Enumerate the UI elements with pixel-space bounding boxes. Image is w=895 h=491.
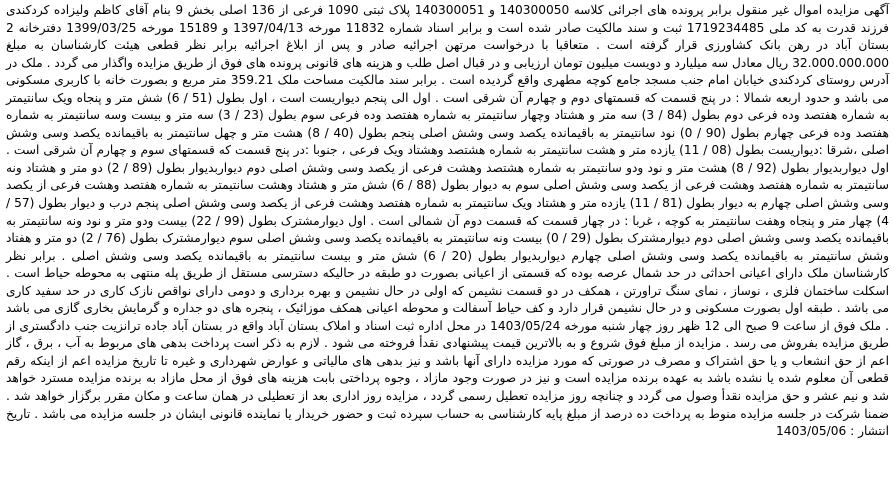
- notice-body-text: آگهی مزایده اموال غیر منقول برابر پرونده های اجرائی کلاسه 140300050 و 140300051 پلاک ثبتی 1090 فرعی از 136 اصلی بخش 9 بنام آقای کاظم ولیزاده کردکندی فرزند قدرت به کد ملی 1719234485 ثبت و سند مالکیت صادر شده است و برابر اسناد شماره 11832 مورخه 1397/04/13 و 15189 مورخه 1399/03/25 دفترخانه 2 بستان آباد در رهن بانک کشاورزی قرار گرفته است . متعاقبا با درخواست مرتهن اجرائیه صادر و پس از ابلاغ اجرائیه برابر نظر قطعی هیئت کارشناسان به مبلغ 32.000.000.000 ریال معادل سه میلیارد و دویست میلیون تومان ارزیابی و در قبال اصل طلب و هزینه های قانونی پرونده های فوق از طریق مزایده واگذار می گردد . ملک در آدرس روستای کردکندی خیابان امام جنب مسجد جامع کوچه مطهری واقع گردیده است . برابر سند مالکیت مساحت ملک 359.21 متر مربع و بصورت خانه با کاربری مسکونی می باشد و حدود اربعه شمالا : در پنج قسمت که قسمتهای دوم و چهارم آن شرقی است . اول الی پنجم دیواریست است ، اول بطول (51 / 6) شش متر و پنجاه ویک سانتیمتر به شماره هفتصد وده فرعی دوم بطول (84 / 3) سه متر و هشتاد وچهار سانتیمتر به شماره هفتصد وده فرعی سوم بطول (23 / 3) سه متر و بیست وسه سانتیمتر به شماره هفتصد وده فرعی چهارم بطول (90 / 0) نود سانتیمتر به باقیمانده یکصد وسی وشش اصلی پنجم بطول (40 / 8) هشت متر و چهل سانتیمتر به باقیمانده یکصد وسی وشش اصلی ،شرقا :دیواریست بطول (08 / 11) یازده متر و هشت سانتیمتر به شماره هشتصد وهشتاد ویک فرعی ، جنوبا :در پنج قسمت که قسمتهای سوم و چهارم آن شرقی است . اول دیواربدیوار بطول (92 / 8) هشت متر و نود ودو سانتیمتر به شماره هشتصد وهشت فرعی از یکصد وسی وشش اصلی دوم دیواربدیوار بطول (89 / 2) دو متر و هشتاد ونه سانتیمتر به شماره هفتصد وهشت فرعی از یکصد وسی وشش اصلی سوم به دیوار بطول (88 / 6) شش متر و هشتاد وهشت سانتیمتر به شماره هفتصد وهشت فرعی از یکصد وسی وشش اصلی چهارم به دیوار بطول (81 / 11) یازده متر و هشتاد ویک سانتیمتر به شماره هفتصد وهشت فرعی از یکصد وسی وشش اصلی پنجم درب و دیوار بطول (57 / 4) چهار متر و پنجاه وهفت سانتیمتر به کوچه ، غربا : در چهار قسمت که قسمت دوم آن شمالی است . اول دیوارمشترک بطول (99 / 22) بیست ودو متر و نود ونه سانتیمتر به باقیمانده یکصد وسی وشش اصلی دوم دیوارمشترک بطول (29 / 0) بیست ونه سانتیمتر به باقیمانده یکصد وسی وشش اصلی سوم دیوارمشترک بطول (76 / 2) دو متر و هفتاد وشش سانتیمتر به باقیمانده یکصد وسی وشش اصلی چهارم دیواربدیوار بطول (20 / 6) شش متر و بیست سانتیمتر به باقیمانده یکصد وسی وشش اصلی . برابر نظر کارشناسان ملک دارای اعیانی احداثی در حد شمال عرصه بوده که قسمتی از اعیانی بصورت دو طبقه در حالیکه دسترسی مستقل از طریق پله منتهی به محوطه حیاط است . اسکلت ساختمان فلزی ، نوساز ، نمای سنگ تراورتن ، همکف در دو قسمت نشیمن که اولی در حال نشیمن و بهره برداری و دومی دارای نواقص نازک کاری در حد سفید کاری می باشد . طبقه اول بصورت مسکونی و در حال نشیمن قرار دارد و کف حیاط آسفالت و محوطه اعیانی همکف موزائیک ، پنجره های دو جداره و گرمایش بخاری گازی می باشد . ملک فوق از ساعت 9 صبح الی 12 ظهر روز چهار شنبه مورخه 1403/05/24 در محل اداره ثبت اسناد و املاک بستان آباد واقع در بستان آباد جاده ترانزیت جنب دادگستری از طریق مزایده بفروش می رسد . مزایده از مبلغ فوق شروع و به بالاترین قیمت پیشنهادی نقدأ فروخته می شود . لازم به ذکر است پرداخت بدهی های مربوط به آب ، برق ، گاز اعم از حق انشعاب و یا حق اشتراک و مصرف در صورتی که مورد مزایده دارای آنها باشد و نیز بدهی های مالیاتی و عوارض شهرداری و غیره تا تاریخ مزایده اعم از اینکه رقم قطعی آن معلوم شده یا نشده باشد به عهده برنده مزایده است و نیز در صورت وجود مازاد ، وجوه پرداختی بابت هزینه های فوق از محل مازاد به برنده مزایده مسترد خواهد شد و نیم عشر و حق مزایده نقدأ وصول می گردد و چنانچه روز مزایده تعطیل رسمی گردد ، مزایده روز اداری بعد از تعطیلی در همان ساعت و مکان مقرر برگزار خواهد شد . ضمنا شرکت در جلسه مزایده منوط به پرداخت ده درصد از مبلغ پایه کارشناسی به حساب سپرده ثبت و حضور خریدار یا نماینده قانونی ایشان در جلسه مزایده می باشد . تاریخ انتشار : 1403/05/06: [6, 3, 890, 439]
